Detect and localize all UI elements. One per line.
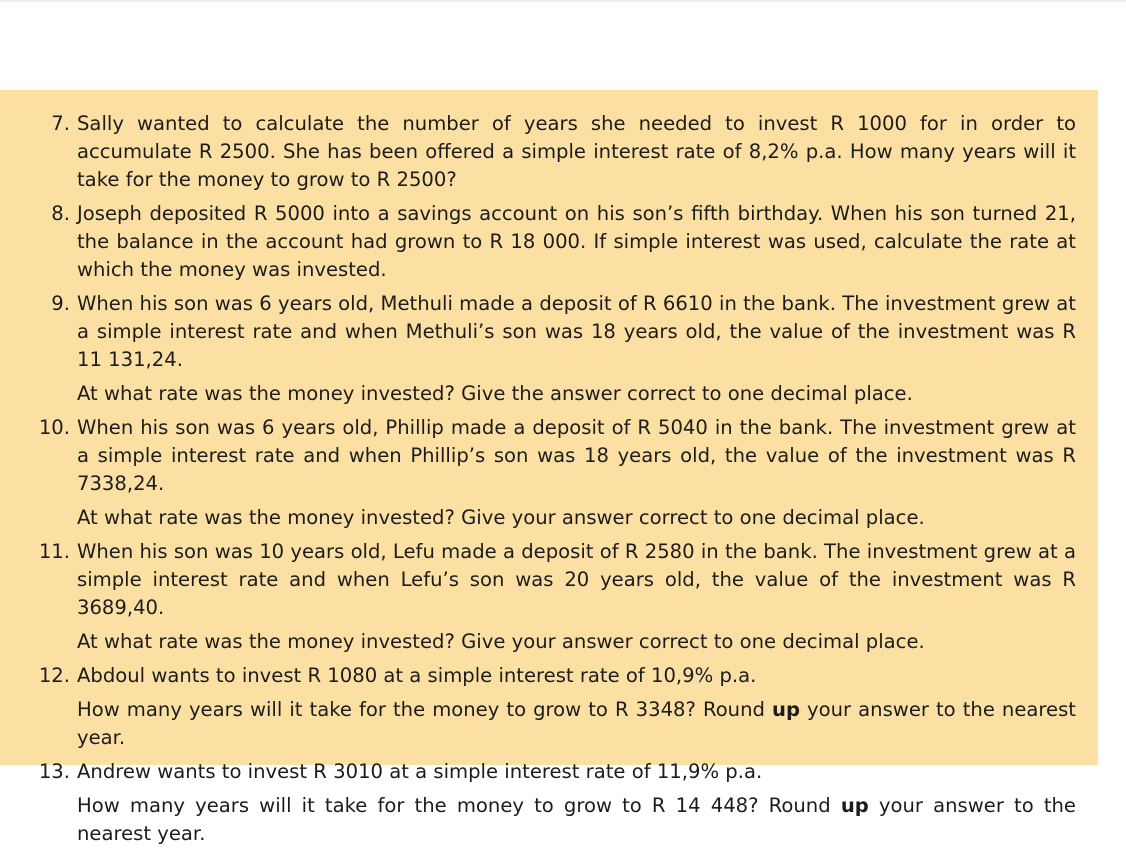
question-number: 8. [51,202,70,225]
question-list [0,110,1098,848]
question-subtext [77,792,1076,848]
question-7 [0,110,1098,194]
round-up-emphasis: up [772,698,800,721]
question-text: Andrew wants to invest R 3010 at a simple interest rate of 11,9% p.a. [77,760,763,783]
question-text: When his son was 6 years old, Methuli made a deposit of R 6610 in the bank. The investment grew at a simple interest rate and when Methuli’s son was 18 years old, the value of the investment was R 11 131,24. [77,292,1076,371]
question-subtext: At what rate was the money invested? Give the answer correct to one decimal place. [77,382,913,405]
question-number: 7. [51,112,70,135]
question-subtext: At what rate was the money invested? Give your answer correct to one decimal place. [77,630,925,653]
question-11 [0,538,1098,656]
question-12 [0,662,1098,752]
round-up-emphasis: up [840,794,869,817]
round-text-after: your answer to the nearest year. [77,698,1076,749]
question-text: Joseph deposited R 5000 into a savings account on his son’s fifth birthday. When his son turned 21, the balance in the account had grown to R 18 000. If simple interest was used, calculate the rate at which the money was invested. [77,202,1076,281]
question-9 [0,290,1098,408]
round-text-before: How many years will it take for the money to grow to R 14 448? Round [77,794,841,817]
question-8 [0,200,1098,284]
top-divider [0,0,1126,2]
question-subtext: At what rate was the money invested? Give your answer correct to one decimal place. [77,506,925,529]
question-number: 9. [51,292,70,315]
question-number: 10. [38,416,70,439]
round-text-before: How many years will it take for the money to grow to R 3348? Round [77,698,773,721]
question-10 [0,414,1098,532]
question-text: Abdoul wants to invest R 1080 at a simple interest rate of 10,9% p.a. [77,664,757,687]
question-number: 13. [38,760,70,783]
question-number: 11. [38,540,70,563]
question-13 [0,758,1098,848]
round-text-after: your answer to the nearest year. [77,794,1076,845]
exercise-box [0,90,1098,845]
question-text: When his son was 10 years old, Lefu made a deposit of R 2580 in the bank. The investment grew at a simple interest rate and when Lefu’s son was 20 years old, the value of the investment was R 3689,40. [77,540,1076,619]
question-text: When his son was 6 years old, Phillip made a deposit of R 5040 in the bank. The investment grew at a simple interest rate and when Phillip’s son was 18 years old, the value of the investment was R 7338,24. [77,416,1076,495]
question-text: Sally wanted to calculate the number of years she needed to invest R 1000 for in order to accumulate R 2500. She has been offered a simple interest rate of 8,2% p.a. How many years will it take for the money to grow to R 2500? [77,112,1076,191]
question-number: 12. [38,664,70,687]
question-subtext [77,696,1076,752]
